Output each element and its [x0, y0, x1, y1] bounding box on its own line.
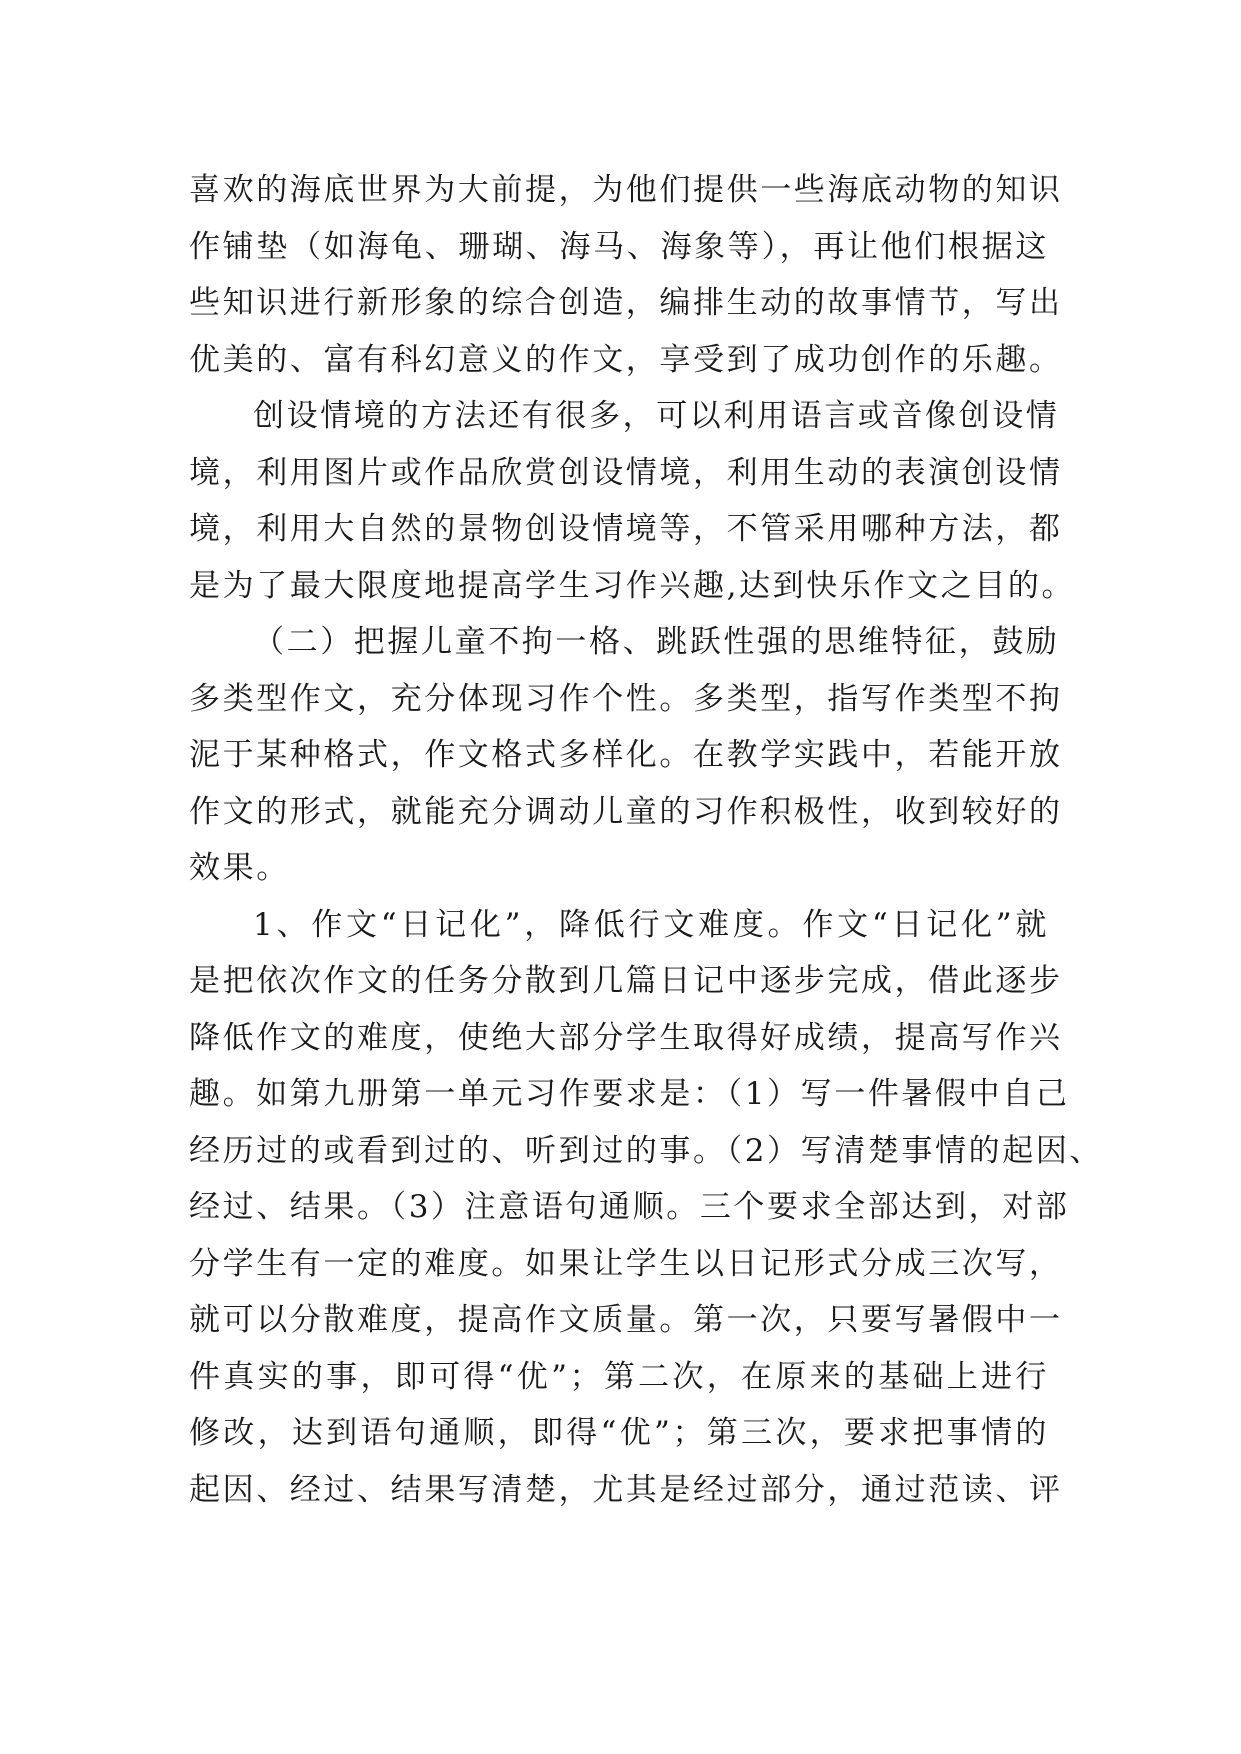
text-line: 创设情境的方法还有很多，可以利用语言或音像创设情	[253, 398, 1060, 434]
text-line: 境，利用图片或作品欣赏创设情境，利用生动的表演创设情	[189, 454, 1063, 491]
text-line: 多类型作文，充分体现习作个性。多类型，指写作类型不拘	[189, 680, 1063, 717]
text-line: 降低作文的难度，使绝大部分学生取得好成绩，提高写作兴	[189, 1019, 1063, 1056]
text-line: 优美的、富有科幻意义的作文，享受到了成功创作的乐趣。	[189, 341, 1063, 378]
text-line: 就可以分散难度，提高作文质量。第一次，只要写暑假中一	[189, 1302, 1063, 1338]
text-line: 修改，达到语句通顺，即得“优”；第三次，要求把事情的	[189, 1415, 1049, 1451]
text-line: 经过、结果。（3）注意语句通顺。三个要求全部达到，对部	[189, 1189, 1070, 1225]
text-line: 喜欢的海底世界为大前提，为他们提供一些海底动物的知识	[189, 172, 1063, 208]
text-line: 作文的形式，就能充分调动儿童的习作积极性，收到较好的	[189, 793, 1063, 830]
text-line: 效果。	[189, 850, 290, 886]
text-line: 泥于某种格式，作文格式多样化。在教学实践中，若能开放	[189, 737, 1063, 773]
text-line: 1、作文“日记化”，降低行文难度。作文“日记化”就	[253, 906, 1049, 943]
text-line: 是把依次作文的任务分散到几篇日记中逐步完成，借此逐步	[189, 963, 1063, 999]
text-line: 些知识进行新形象的综合创造，编排生动的故事情节，写出	[189, 285, 1063, 321]
text-line: 趣。如第九册第一单元习作要求是：（1）写一件暑假中自己	[189, 1076, 1070, 1112]
document-body	[189, 162, 1104, 1518]
text-line: 境，利用大自然的景物创设情境等，不管采用哪种方法，都	[189, 511, 1063, 547]
text-line: （二）把握儿童不拘一格、跳跃性强的思维特征，鼓励	[253, 624, 1060, 660]
text-line: 作铺垫（如海龟、珊瑚、海马、海象等），再让他们根据这	[189, 228, 1049, 265]
text-line: 经历过的或看到过的、听到过的事。（2）写清楚事情的起因、	[189, 1132, 1104, 1169]
text-line: 分学生有一定的难度。如果让学生以日记形式分成三次写，	[189, 1245, 1063, 1282]
text-line: 是为了最大限度地提高学生习作兴趣,达到快乐作文之目的。	[189, 567, 1076, 604]
text-line: 件真实的事，即可得“优”；第二次，在原来的基础上进行	[189, 1358, 1049, 1395]
text-line: 起因、经过、结果写清楚，尤其是经过部分，通过范读、评	[189, 1471, 1063, 1508]
